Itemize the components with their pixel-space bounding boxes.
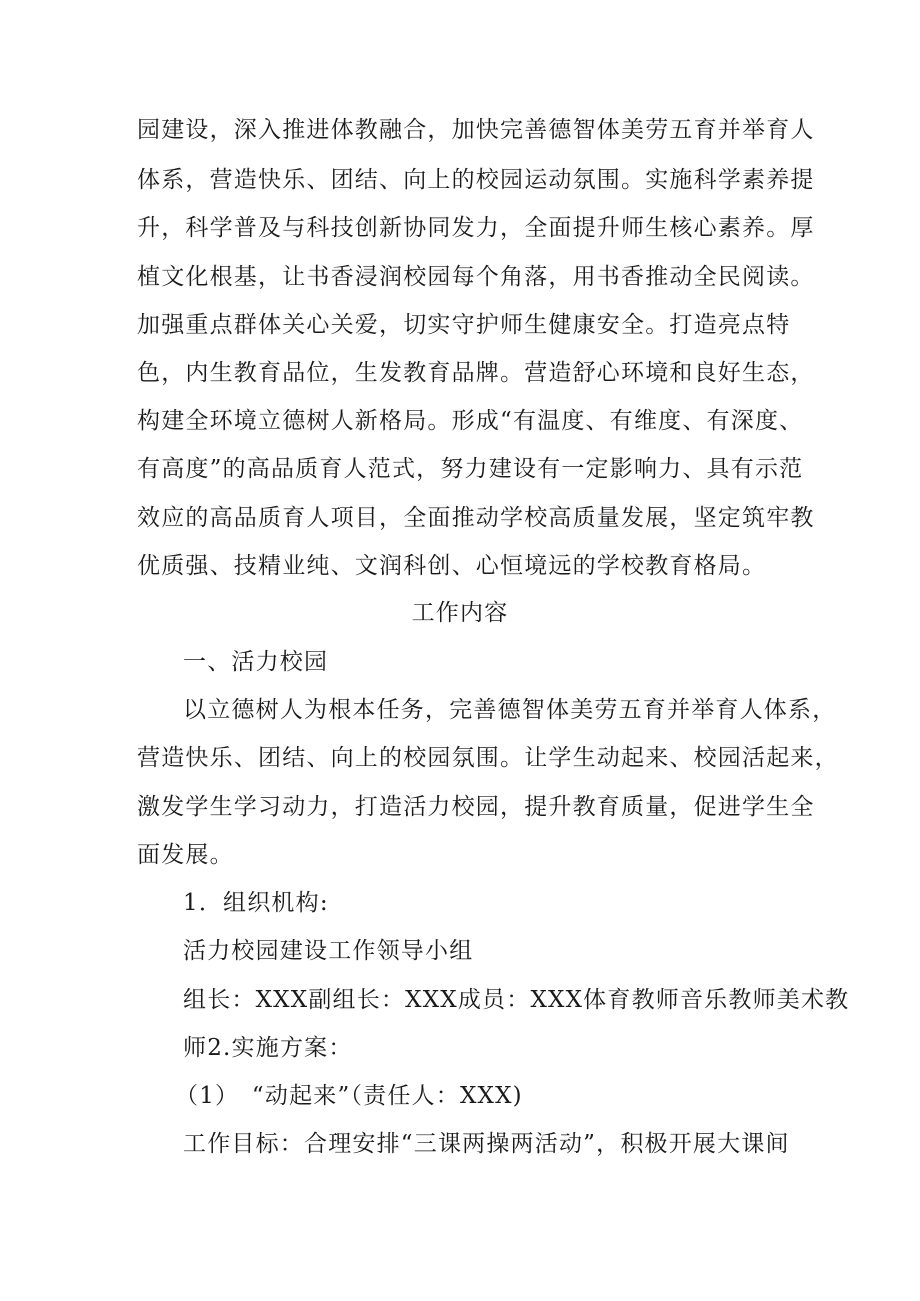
intro-line-9: 效应的高品质育人项目，全面推动学校高质量发展，坚定筑牢教	[137, 505, 815, 531]
intro-line-10: 优质强、技精业纯、文润科创、心恒境远的学校教育格局。	[137, 553, 767, 579]
intro-line-7: 构建全环境立德树人新格局。形成“有温度、有维度、有深度、	[137, 408, 804, 434]
part1-para-line-3: 激发学生学习动力，打造活力校园，提升教育质量，促进学生全	[137, 794, 815, 820]
part1-heading: 一、活力校园	[183, 649, 329, 675]
org-heading: 1．组织机构:	[183, 890, 329, 916]
item-1: （1） “动起来”（责任人：XXX)	[175, 1083, 523, 1109]
intro-line-5: 加强重点群体关心关爱，切实守护师生健康安全。打造亮点特	[137, 312, 791, 338]
part1-para-line-4: 面发展。	[137, 842, 234, 868]
intro-line-2: 体系，营造快乐、团结、向上的校园运动氛围。实施科学素养提	[137, 167, 815, 193]
section-title: 工作内容	[411, 600, 509, 626]
intro-line-6: 色，内生教育品位，生发教育品牌。营造舒心环境和良好生态，	[137, 360, 815, 386]
intro-line-4: 植文化根基，让书香浸润校园每个角落，用书香推动全民阅读。	[137, 264, 815, 290]
intro-line-3: 升，科学普及与科技创新协同发力，全面提升师生核心素养。厚	[137, 215, 815, 241]
intro-line-8: 有高度”的高品质育人范式，努力建设有一定影响力、具有示范	[137, 456, 804, 482]
part1-para-line-2: 营造快乐、团结、向上的校园氛围。让学生动起来、校园活起来，	[137, 745, 839, 771]
members-line-1: 组长：XXX副组长：XXX成员：XXX体育教师音乐教师美术教	[183, 987, 850, 1013]
goal-line: 工作目标：合理安排“三课两操两活动”，积极开展大课间	[183, 1131, 790, 1157]
part1-para-line-1: 以立德树人为根本任务，完善德智体美劳五育并举育人体系，	[183, 697, 837, 723]
org-group: 活力校园建设工作领导小组	[183, 938, 474, 964]
members-line-2: 师2.实施方案：	[183, 1035, 353, 1061]
intro-line-1: 园建设，深入推进体教融合，加快完善德智体美劳五育并举育人	[137, 117, 815, 143]
